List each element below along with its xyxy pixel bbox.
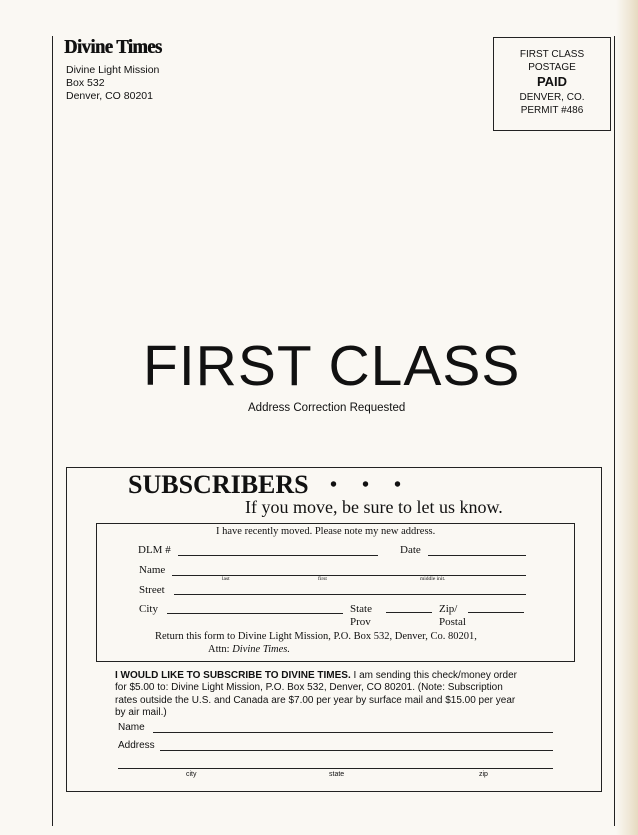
subscribe-sub-state: state (329, 771, 345, 778)
state-field[interactable] (386, 612, 432, 613)
return-address-line3: Denver, CO 80201 (66, 90, 153, 102)
first-class-title: FIRST CLASS (143, 334, 521, 398)
address-correction-note: Address Correction Requested (248, 402, 406, 414)
name-sub-middle: middle init. (420, 576, 446, 582)
subscribe-sub-city: city (186, 771, 197, 778)
subscribe-name-label: Name (118, 722, 145, 733)
subscribe-address-field[interactable] (160, 750, 553, 751)
attn-value: Divine Times. (232, 644, 290, 655)
form-header: I have recently moved. Please note my new address. (216, 526, 436, 537)
subscribe-name-field[interactable] (153, 732, 553, 733)
subscribe-line1 (115, 670, 517, 681)
divine-times-logo: Divine Times (64, 36, 162, 58)
prov-label: Prov (350, 616, 371, 628)
dlm-label: DLM # (138, 544, 171, 556)
heading-dots: • • • (330, 474, 412, 496)
name-label: Name (139, 564, 166, 576)
paper-edge (616, 0, 638, 835)
attn-label: Attn: (208, 644, 230, 655)
attn-line (208, 644, 290, 655)
return-address-line2: Box 532 (66, 77, 105, 89)
subscribe-line4: by air mail.) (115, 707, 167, 718)
subscribers-tagline: If you move, be sure to let us know. (245, 497, 503, 517)
subscribe-sub-zip: zip (479, 771, 488, 778)
return-instructions: Return this form to Divine Light Mission, P.O. Box 532, Denver, Co. 80201, (155, 631, 477, 642)
zip-label: Zip/ (439, 603, 458, 615)
city-label: City (139, 603, 158, 615)
name-sub-last: last (222, 576, 230, 582)
date-field[interactable] (428, 555, 526, 556)
subscribers-heading: SUBSCRIBERS (128, 470, 309, 499)
postage-line2: POSTAGE (528, 61, 576, 73)
right-rule (614, 36, 615, 826)
return-address-line1: Divine Light Mission (66, 64, 160, 76)
subscribe-intro-rest: I am sending this check/money order (350, 670, 517, 681)
postage-line1: FIRST CLASS (519, 49, 585, 60)
postage-line4: DENVER, CO. (519, 92, 585, 103)
zip-field[interactable] (468, 612, 524, 613)
postage-indicia (493, 37, 611, 131)
left-rule (52, 36, 53, 826)
subscribe-line3: rates outside the U.S. and Canada are $7.00 per year by surface mail and $15.00 per year (115, 695, 516, 706)
postage-line5: PERMIT #486 (520, 104, 584, 116)
postage-paid: PAID (536, 74, 568, 89)
street-label: Street (139, 584, 165, 596)
city-field[interactable] (167, 613, 343, 614)
dlm-field[interactable] (178, 555, 378, 556)
subscribe-address-label: Address (118, 740, 155, 751)
subscribe-intro: I WOULD LIKE TO SUBSCRIBE TO DIVINE TIMES. (115, 670, 351, 681)
street-field[interactable] (174, 594, 526, 595)
name-sub-first: first (318, 576, 327, 582)
state-label: State (350, 603, 372, 615)
subscribe-line2: for $5.00 to: Divine Light Mission, P.O. Box 532, Denver, CO 80201. (Note: Subscription (115, 682, 503, 693)
return-address (66, 64, 159, 103)
postal-label: Postal (439, 616, 466, 628)
subscribe-city-state-zip-field[interactable] (118, 768, 553, 769)
date-label: Date (400, 544, 421, 556)
